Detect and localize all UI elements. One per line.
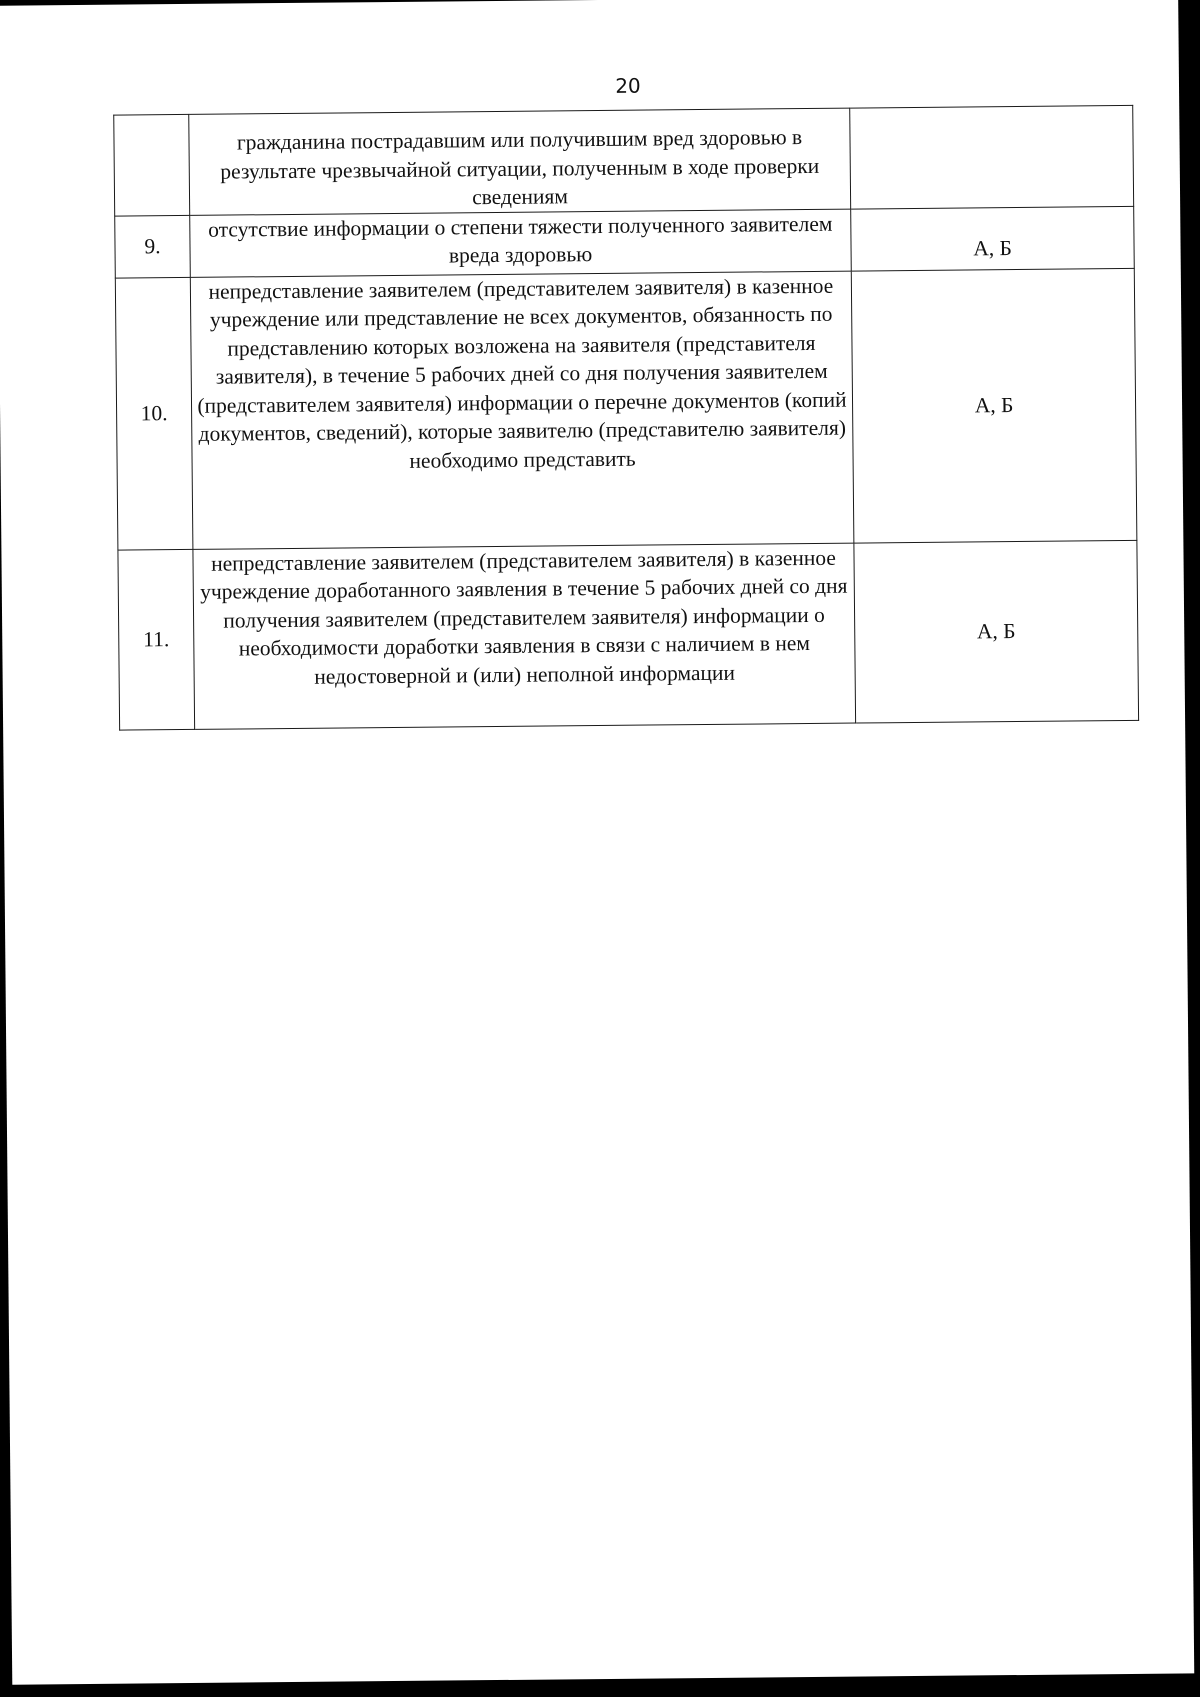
page-number: 20 bbox=[615, 73, 641, 98]
row-text-cell bbox=[193, 543, 856, 729]
row-text: непредставление заявителем (представителем заявителя) в казенное учреждение или представление не всех документов, обязанность по представлению которых возложена на заявителя (представителя заявителя), в течение 5 рабочих дней со дня получения заявителем (представителем заявителя) информации о перечне документов (копий документов, сведений), которые заявителю (представителю заявителя) необходимо представить bbox=[197, 273, 847, 473]
table-row bbox=[114, 105, 1134, 215]
row-category-cell: А, Б bbox=[851, 206, 1135, 271]
table-row bbox=[115, 268, 1137, 550]
row-category-cell: А, Б bbox=[851, 268, 1137, 543]
row-text-cell bbox=[190, 271, 854, 549]
row-text: отсутствие информации о степени тяжести полученного заявителем вреда здоровью bbox=[208, 211, 833, 268]
row-text-cell bbox=[190, 209, 852, 277]
row-text: гражданина пострадавшим или получившим вред здоровью в результате чрезвычайной ситуации, полученным в ходе проверки сведениям bbox=[220, 125, 820, 210]
conditions-table bbox=[113, 105, 1139, 730]
row-number-cell: 10. bbox=[115, 277, 193, 550]
row-text: непредставление заявителем (представителем заявителя) в казенное учреждение доработанного заявления в течение 5 рабочих дней со дня получения заявителем (представителем заявителя) информации о необходимости доработки заявления в связи с наличием в нем недостоверной и (или) неполной информации bbox=[200, 545, 848, 689]
row-number-cell bbox=[114, 114, 190, 215]
row-category-cell: А, Б bbox=[854, 540, 1139, 723]
table-row bbox=[115, 206, 1135, 278]
row-number-cell: 11. bbox=[118, 549, 195, 730]
row-category-cell bbox=[850, 105, 1134, 208]
row-text-cell bbox=[189, 108, 851, 215]
row-number-cell: 9. bbox=[115, 215, 191, 278]
table-row bbox=[118, 540, 1139, 730]
